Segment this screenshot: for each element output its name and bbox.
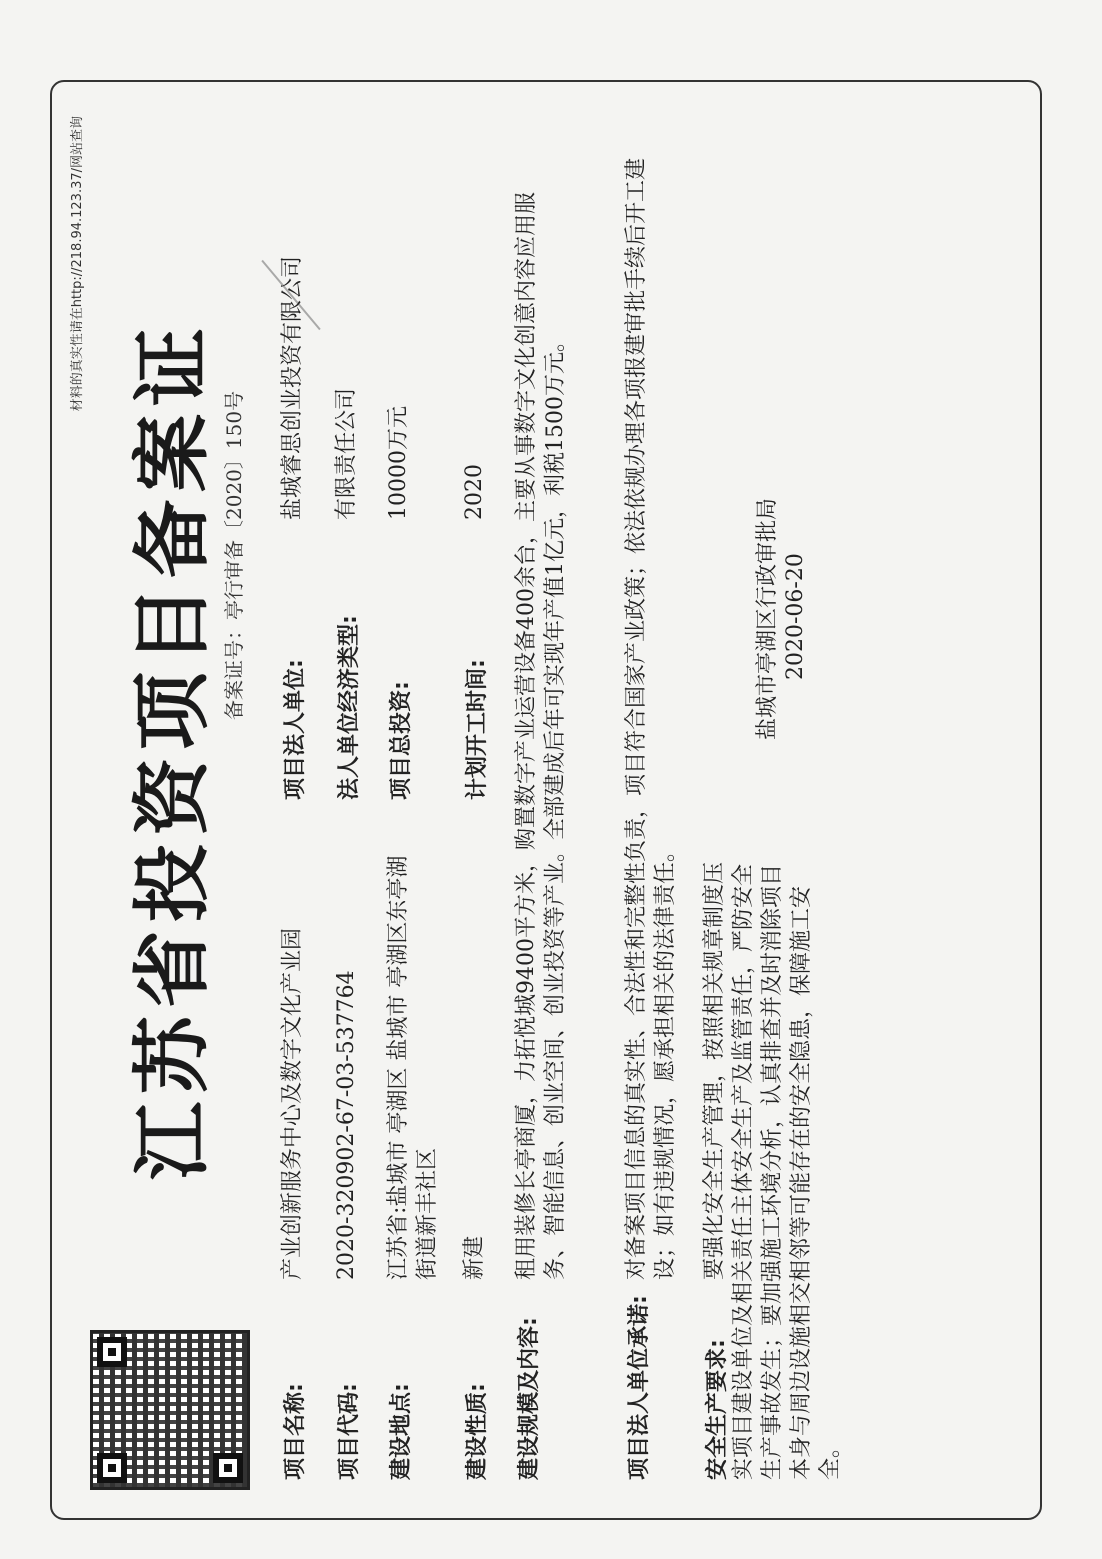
document-title: 江苏省投资项目备案证 (128, 320, 218, 1181)
qr-code-icon (90, 1330, 250, 1490)
econ-type: 有限责任公司 (334, 387, 359, 520)
project-code: 2020-320902-67-03-537764 (334, 970, 359, 1280)
commitment: 对备案项目信息的真实性、合法性和完整性负责，项目符合国家产业政策；依法依规办理各项报建审批手续后开工建设；如有违规情况，愿承担相关的法律责任。 (624, 157, 678, 1280)
investment: 10000万元 (386, 406, 411, 520)
issuer: 盐城市亭湖区行政审批局 (755, 497, 780, 740)
label-commitment: 项目法人单位承诺: (627, 1295, 652, 1480)
project-name: 产业创新服务中心及数字文化产业园 (280, 927, 305, 1280)
label-legal-unit: 项目法人单位: (283, 659, 308, 800)
legal-unit: 盐城睿思创业投资有限公司 (280, 255, 305, 520)
filing-number: 备案证号：亭行审备〔2020〕150号 (222, 390, 246, 720)
scale: 租用装修长亭商厦，力拓悦城9400平方米，购置数字产业运营设备400余台，主要从事数字文化创意内容应用服务、智能信息、创业空间、创业投资等产业。全部建成后年可实现年产值1亿元，利税1500万元。 (514, 192, 568, 1280)
nature: 新建 (462, 1235, 487, 1280)
label-investment: 项目总投资: (389, 681, 414, 800)
location: 江苏省:盐城市 亭湖区 盐城市 亭湖区东亭湖街道新丰社区 (386, 855, 440, 1280)
issue-date: 2020-06-20 (783, 553, 808, 680)
label-project-name: 项目名称: (283, 1383, 308, 1480)
label-project-code: 项目代码: (337, 1383, 362, 1480)
label-scale: 建设规模及内容: (517, 1317, 542, 1480)
label-nature: 建设性质: (465, 1383, 490, 1480)
start-time: 2020 (462, 464, 487, 520)
certificate-content (50, 80, 1042, 1520)
label-safety: 安全生产要求: (705, 1339, 730, 1480)
safety: 要强化安全生产管理，按照相关规章制度压实项目建设单位及相关责任主体安全生产及监管责任，严防安全生产事故发生；要加强施工环境分析，认真排查并及时消除项目本身与周边设施相交相邻等可能存在的安全隐患，保障施工安全。 (702, 861, 843, 1480)
label-start-time: 计划开工时间: (465, 659, 490, 800)
verify-note: 材料的真实性请在http://218.94.123.37/网站查询 (70, 116, 85, 412)
label-econ-type: 法人单位经济类型: (337, 615, 362, 800)
label-location: 建设地点: (389, 1383, 414, 1480)
